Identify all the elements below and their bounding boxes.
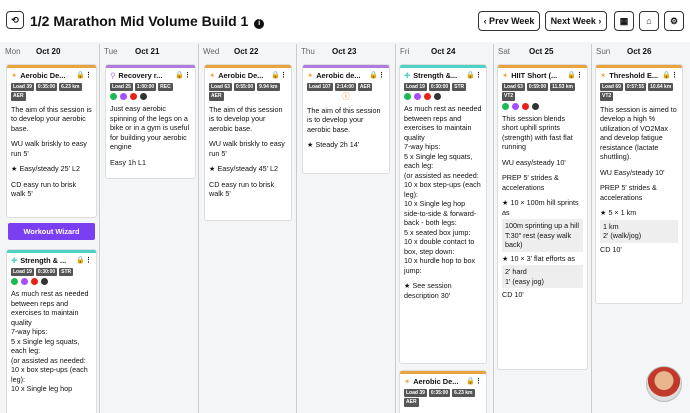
tag: 0:55:00	[235, 83, 254, 90]
card-description: Just easy aerobic spinning of the legs on a bike or in a gym is useful for building your aerobic engine	[110, 104, 190, 152]
day-name: Thu	[301, 47, 315, 56]
card-tags	[7, 267, 96, 278]
tag: Load 39	[406, 389, 425, 396]
workout-card[interactable]	[399, 64, 487, 364]
lock-icon[interactable]: 🔒⋮	[662, 72, 678, 80]
tag: 0:35:00	[37, 83, 56, 90]
day-header-fri	[395, 44, 494, 58]
app-icons	[498, 102, 587, 111]
card-body	[303, 103, 389, 159]
tag: 6.23 km	[61, 83, 80, 90]
app-icon[interactable]	[414, 93, 421, 100]
run-icon: ✶	[307, 71, 314, 80]
step-text: ★ Easy/steady 25' L2	[11, 164, 80, 174]
card-title-text: Strength &...	[413, 71, 458, 80]
settings-icon[interactable]: ⚙	[664, 11, 684, 31]
workout-card[interactable]	[302, 64, 390, 174]
warning-icon[interactable]: ⓘ	[342, 92, 350, 102]
column-divider	[395, 44, 396, 413]
day-date: Oct 20	[36, 47, 61, 56]
day-date: Oct 26	[627, 47, 652, 56]
run-icon: ✶	[502, 71, 509, 80]
workout-wizard-button[interactable]: Workout Wizard	[8, 223, 95, 240]
step-text: 10 x Single leg hop	[11, 384, 73, 394]
workout-card[interactable]	[595, 64, 683, 304]
step-text: ★ Steady 2h 14'	[307, 140, 360, 150]
card-body	[498, 111, 587, 303]
card-title	[498, 68, 587, 82]
step-text: WU Easy/steady 10'	[600, 167, 665, 177]
step-text: WU walk briskly to easy run 5'	[209, 139, 285, 158]
day-name: Tue	[104, 47, 118, 56]
card-description: This session blends short uphill sprints (strength) with fast flat running	[502, 113, 573, 152]
step-text: 10 x double contact to box, step down:	[404, 237, 475, 256]
app-icons	[400, 92, 486, 101]
step-text: Easy 1h L1	[110, 157, 146, 167]
tag: Load 39	[13, 83, 32, 90]
day-header-sun	[591, 44, 690, 58]
day-header-sat	[493, 44, 592, 58]
tag: Load 63	[504, 83, 523, 90]
card-title-text: Strength & ...	[20, 256, 67, 265]
card-title-text: Aerobic de...	[316, 71, 361, 80]
card-tags	[106, 82, 195, 93]
workout-card[interactable]	[105, 64, 196, 179]
card-title-text: Threshold E...	[609, 71, 659, 80]
card-title	[596, 68, 682, 82]
step-text: CD easy run to brisk walk 5'	[209, 179, 275, 199]
tag: 0:59:00	[528, 83, 547, 90]
workout-card[interactable]	[6, 249, 97, 413]
youtube-icon[interactable]	[424, 93, 431, 100]
run-icon: ✶	[209, 71, 216, 80]
column-divider	[296, 44, 297, 413]
step-text: PREP 5' strides & accelerations	[600, 183, 657, 202]
run-icon: ✶	[600, 71, 607, 80]
step-text: ★ See session description 30'	[404, 281, 452, 300]
avatar[interactable]	[646, 366, 682, 402]
step-text: CD easy run to brisk walk 5'	[11, 179, 77, 199]
step-text: 7-way hips:	[404, 142, 441, 152]
day-header-wed	[198, 44, 297, 58]
card-body	[7, 286, 96, 397]
tag: 6.23 km	[454, 389, 473, 396]
lock-icon[interactable]: 🔒⋮	[466, 72, 482, 80]
card-body	[400, 101, 486, 303]
step-text: 10 x hurdle hop to box jump:	[404, 256, 476, 275]
step-text: 5 x Single leg squats, each leg:	[404, 151, 473, 171]
workout-card[interactable]	[399, 370, 487, 413]
tag: 2:14:00	[336, 83, 354, 90]
step-text: PREP 5' strides & accelerations	[502, 173, 559, 192]
page-title-text: 1/2 Marathon Mid Volume Build 1	[30, 13, 249, 29]
card-title	[7, 68, 96, 82]
card-title	[303, 68, 389, 82]
step-text: ★ 10 × 100m hill sprints as	[502, 198, 579, 217]
tag: Load 69	[602, 83, 621, 90]
card-body	[106, 101, 195, 176]
card-tags	[205, 82, 291, 102]
workout-card[interactable]	[204, 64, 292, 221]
tag: 10.64 km	[650, 83, 672, 90]
lock-icon[interactable]: 🔒⋮	[369, 72, 385, 80]
card-tags	[400, 82, 486, 93]
day-name: Wed	[203, 47, 220, 56]
tag: AER	[211, 93, 222, 100]
clock-icon[interactable]	[532, 103, 539, 110]
card-description: The aim of this session is to develop your aerobic base.	[11, 104, 92, 133]
clock-icon[interactable]	[41, 278, 48, 285]
column-divider	[493, 44, 494, 413]
tag: 1:00:00	[136, 83, 155, 90]
tag: AER	[13, 93, 24, 100]
card-title	[205, 68, 291, 82]
day-header-tue	[99, 44, 198, 58]
spotify-icon[interactable]	[11, 278, 18, 285]
calendar-icon[interactable]: ▦	[614, 11, 634, 31]
strength-icon: ✚	[11, 256, 18, 265]
card-title-text: Aerobic De...	[20, 71, 66, 80]
card-description: As much rest as needed between reps and exercises to maintain quality	[404, 104, 482, 142]
card-title	[7, 253, 96, 267]
lock-icon[interactable]: 🔒⋮	[567, 72, 583, 80]
card-description: The aim of this session is to develop your aerobic base.	[209, 104, 283, 133]
top-header	[0, 0, 690, 42]
tag: Load 19	[13, 268, 32, 275]
day-header-thu	[296, 44, 395, 58]
next-week-button[interactable]: Next Week ›	[545, 11, 607, 31]
day-date: Oct 21	[135, 47, 160, 56]
home-icon[interactable]: ⌂	[639, 11, 659, 31]
card-title	[106, 68, 195, 82]
step-detail	[600, 220, 678, 243]
workout-card[interactable]	[497, 64, 588, 370]
lock-icon[interactable]: 🔒⋮	[271, 72, 287, 80]
step-detail-line: 2' (walk/jog)	[603, 231, 642, 241]
card-title	[400, 68, 486, 82]
app-icon[interactable]	[120, 93, 127, 100]
strength-icon: ✚	[404, 71, 411, 80]
card-tags	[498, 82, 587, 102]
step-detail: 100m sprinting up a hill T:30" rest (easy walk back)	[502, 219, 583, 252]
spotify-icon[interactable]	[502, 103, 509, 110]
app-icon[interactable]	[21, 278, 28, 285]
tag: VT2	[504, 93, 514, 100]
lock-icon[interactable]: 🔒⋮	[466, 378, 482, 386]
tag: 0:35:00	[430, 389, 449, 396]
bike-icon: ⚲	[110, 71, 116, 80]
day-date: Oct 23	[332, 47, 357, 56]
step-text: 10 x box step-ups (each leg):	[11, 365, 88, 384]
spotify-icon[interactable]	[110, 93, 117, 100]
app-icons	[106, 92, 195, 101]
tag: STR	[454, 83, 465, 90]
page-title	[30, 13, 264, 29]
card-description: The aim of this session is to develop your aerobic base.	[307, 105, 381, 134]
tag: Load 107	[309, 83, 331, 90]
step-text: ★ 10 × 3' flat efforts as	[502, 253, 576, 263]
step-detail-line: 1 km	[603, 221, 619, 231]
youtube-icon[interactable]	[31, 278, 38, 285]
tag: 9.94 km	[259, 83, 278, 90]
tag: Load 25	[112, 83, 131, 90]
card-tags	[303, 82, 389, 93]
clock-icon[interactable]	[140, 93, 147, 100]
card-body	[596, 102, 682, 258]
column-divider	[591, 44, 592, 413]
info-icon[interactable]: i	[254, 19, 264, 29]
card-title-text: Aerobic De...	[218, 71, 264, 80]
app-icon[interactable]	[512, 103, 519, 110]
step-text: (or assisted as needed:	[11, 355, 86, 365]
tag: REC	[160, 83, 171, 90]
card-tags	[596, 82, 682, 102]
step-text: CD 10'	[502, 290, 524, 300]
day-name: Sun	[596, 47, 611, 56]
app-icons	[7, 277, 96, 286]
lock-icon[interactable]: 🔒⋮	[175, 72, 191, 80]
run-icon: ✶	[11, 71, 18, 80]
step-text: WU walk briskly to easy run 5'	[11, 139, 87, 158]
lock-icon[interactable]: 🔒⋮	[76, 72, 92, 80]
step-text: ★ Easy/steady 45' L2	[209, 164, 278, 174]
step-text: 5 x seated box jump:	[404, 227, 471, 237]
step-text: 5 x Single leg squats, each leg:	[11, 336, 80, 356]
spotify-icon[interactable]	[404, 93, 411, 100]
column-divider	[99, 44, 100, 413]
tag: 0:57:55	[626, 83, 645, 90]
card-title	[400, 374, 486, 388]
day-header-mon	[0, 44, 99, 58]
card-body	[7, 102, 96, 208]
card-title-text: HIIT Short (...	[511, 71, 558, 80]
tag: 11.53 km	[552, 83, 573, 90]
tag: AER	[359, 83, 371, 90]
tag: 0:30:00	[37, 268, 56, 275]
day-date: Oct 25	[529, 47, 554, 56]
card-body	[205, 102, 291, 208]
day-name: Fri	[400, 47, 410, 56]
day-name: Mon	[5, 47, 21, 56]
day-date: Oct 24	[431, 47, 456, 56]
card-description: As much rest as needed between reps and exercises to maintain quality	[11, 289, 89, 327]
lock-icon[interactable]: 🔒⋮	[76, 257, 92, 265]
step-text: WU easy/steady 10'	[502, 157, 566, 167]
step-detail-line: 1' (easy jog)	[505, 276, 544, 286]
card-title-text: Recovery r...	[118, 71, 163, 80]
card-tags	[400, 388, 486, 408]
day-name: Sat	[498, 47, 511, 56]
step-text: CD 10'	[600, 244, 622, 254]
prev-week-button[interactable]: ‹ Prev Week	[478, 11, 540, 31]
column-divider	[198, 44, 199, 413]
step-text: ★ 5 × 1 km	[600, 208, 637, 218]
card-tags	[7, 82, 96, 102]
card-description: This session is aimed to develop a high % utilization of VO2Max and develop fatigue resistance (lactate shuttling).	[600, 104, 677, 162]
youtube-icon[interactable]	[130, 93, 137, 100]
step-detail-line: 2' hard	[505, 267, 527, 277]
day-date: Oct 22	[234, 47, 259, 56]
card-title-text: Aerobic De...	[413, 377, 459, 386]
step-text: (or assisted as needed:	[404, 170, 479, 180]
step-text: 7-way hips:	[11, 327, 48, 337]
tag: Load 63	[211, 83, 230, 90]
clock-icon[interactable]	[434, 93, 441, 100]
back-button[interactable]	[6, 11, 24, 29]
step-text: 10 x box step-ups (each leg):	[404, 180, 481, 199]
step-detail	[502, 265, 583, 288]
back-icon: ⟲	[11, 14, 19, 25]
youtube-icon[interactable]	[522, 103, 529, 110]
tag: 0:30:00	[430, 83, 449, 90]
tag: Load 19	[406, 83, 425, 90]
workout-card[interactable]	[6, 64, 97, 218]
tag: STR	[61, 268, 72, 275]
step-text: 10 x Single leg hop side-to-side & forward-back - both legs:	[404, 199, 477, 228]
tag: VT2	[602, 93, 612, 100]
tag: AER	[406, 399, 417, 406]
run-icon: ✶	[404, 377, 411, 386]
